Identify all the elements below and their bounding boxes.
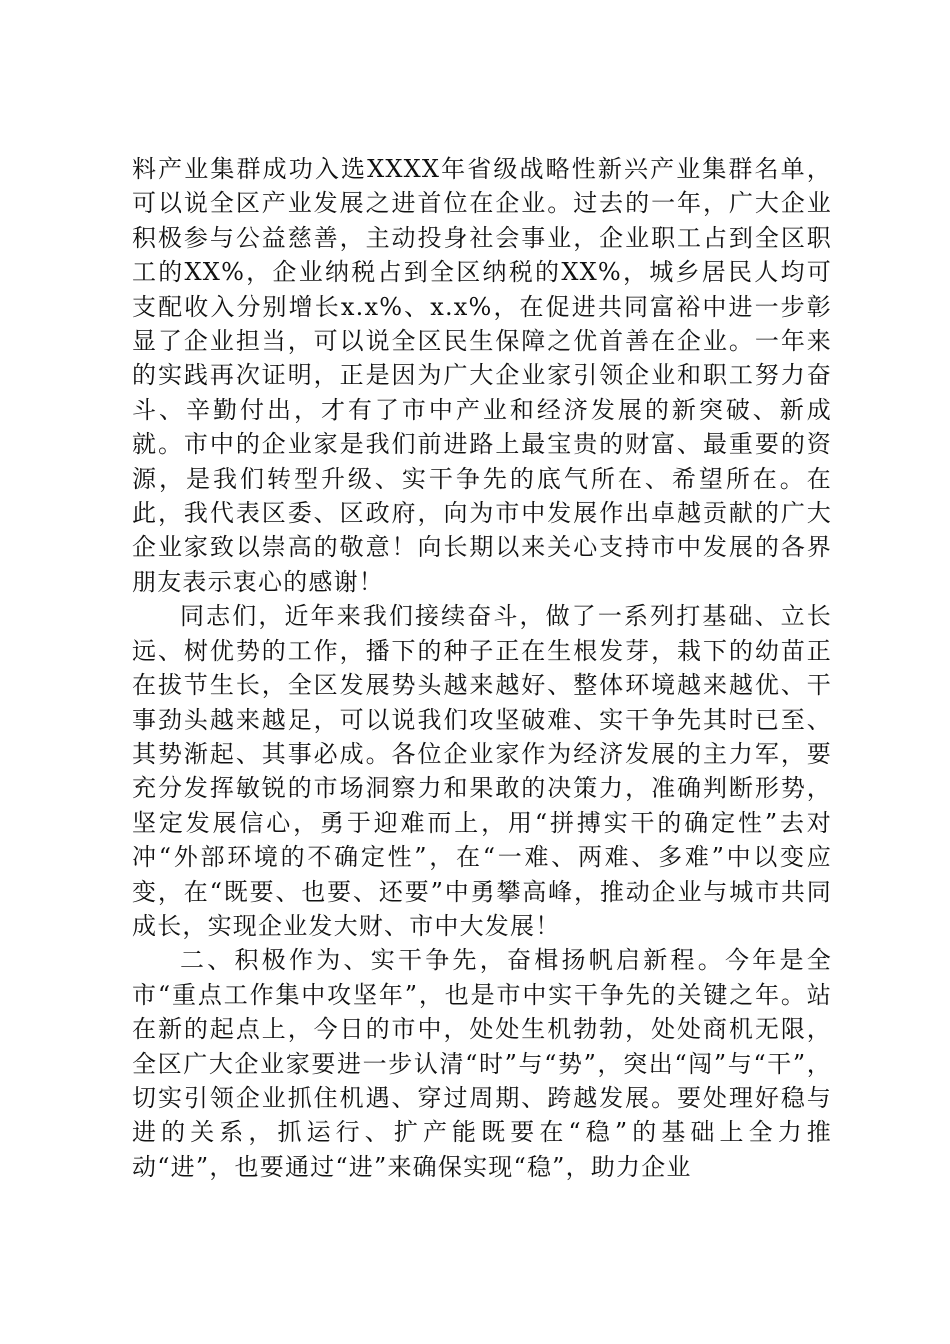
paragraph-1: 料产业集群成功入选XXXX年省级战略性新兴产业集群名单，可以说全区产业发展之进首位在企业。过去的一年，广大企业积极参与公益慈善，主动投身社会事业，企业职工占到全区职工的XX%，企业纳税占到全区纳税的XX%，城乡居民人均可支配收入分别增长x.x%、x.x%，在促进共同富裕中进一步彰显了企业担当，可以说全区民生保障之优首善在企业。一年来的实践再次证明，正是因为广大企业家引领企业和职工努力奋斗、辛勤付出，才有了市中产业和经济发展的新突破、新成就。市中的企业家是我们前进路上最宝贵的财富、最重要的资源，是我们转型升级、实干争先的底气所在、希望所在。在此，我代表区委、区政府，向为市中发展作出卓越贡献的广大企业家致以崇高的敬意！向长期以来关心支持市中发展的各界朋友表示衷心的感谢！ — [132, 155, 832, 596]
document-body — [132, 152, 832, 1184]
paragraph-3: 二、积极作为、实干争先，奋楫扬帆启新程。今年是全市“重点工作集中攻坚年”，也是市中实干争先的关键之年。站在新的起点上，今日的市中，处处生机勃勃，处处商机无限，全区广大企业家要进一步认清“时”与“势”，突出“闯”与“干”，切实引领企业抓住机遇、穿过周期、跨越发展。要处理好稳与进的关系，抓运行、扩产能既要在“稳”的基础上全力推动“进”，也要通过“进”来确保实现“稳”，助力企业 — [132, 946, 832, 1181]
paragraph-2: 同志们，近年来我们接续奋斗，做了一系列打基础、立长远、树优势的工作，播下的种子正在生根发芽，栽下的幼苗正在拔节生长，全区发展势头越来越好、整体环境越来越优、干事劲头越来越足，可以说我们攻坚破难、实干争先其时已至、其势渐起、其事必成。各位企业家作为经济发展的主力军，要充分发挥敏锐的市场洞察力和果敢的决策力，准确判断形势，坚定发展信心，勇于迎难而上，用“拼搏实干的确定性”去对冲“外部环境的不确定性”，在“一难、两难、多难”中以变应变，在“既要、也要、还要”中勇攀高峰，推动企业与城市共同成长，实现企业发大财、市中大发展！ — [132, 602, 832, 940]
